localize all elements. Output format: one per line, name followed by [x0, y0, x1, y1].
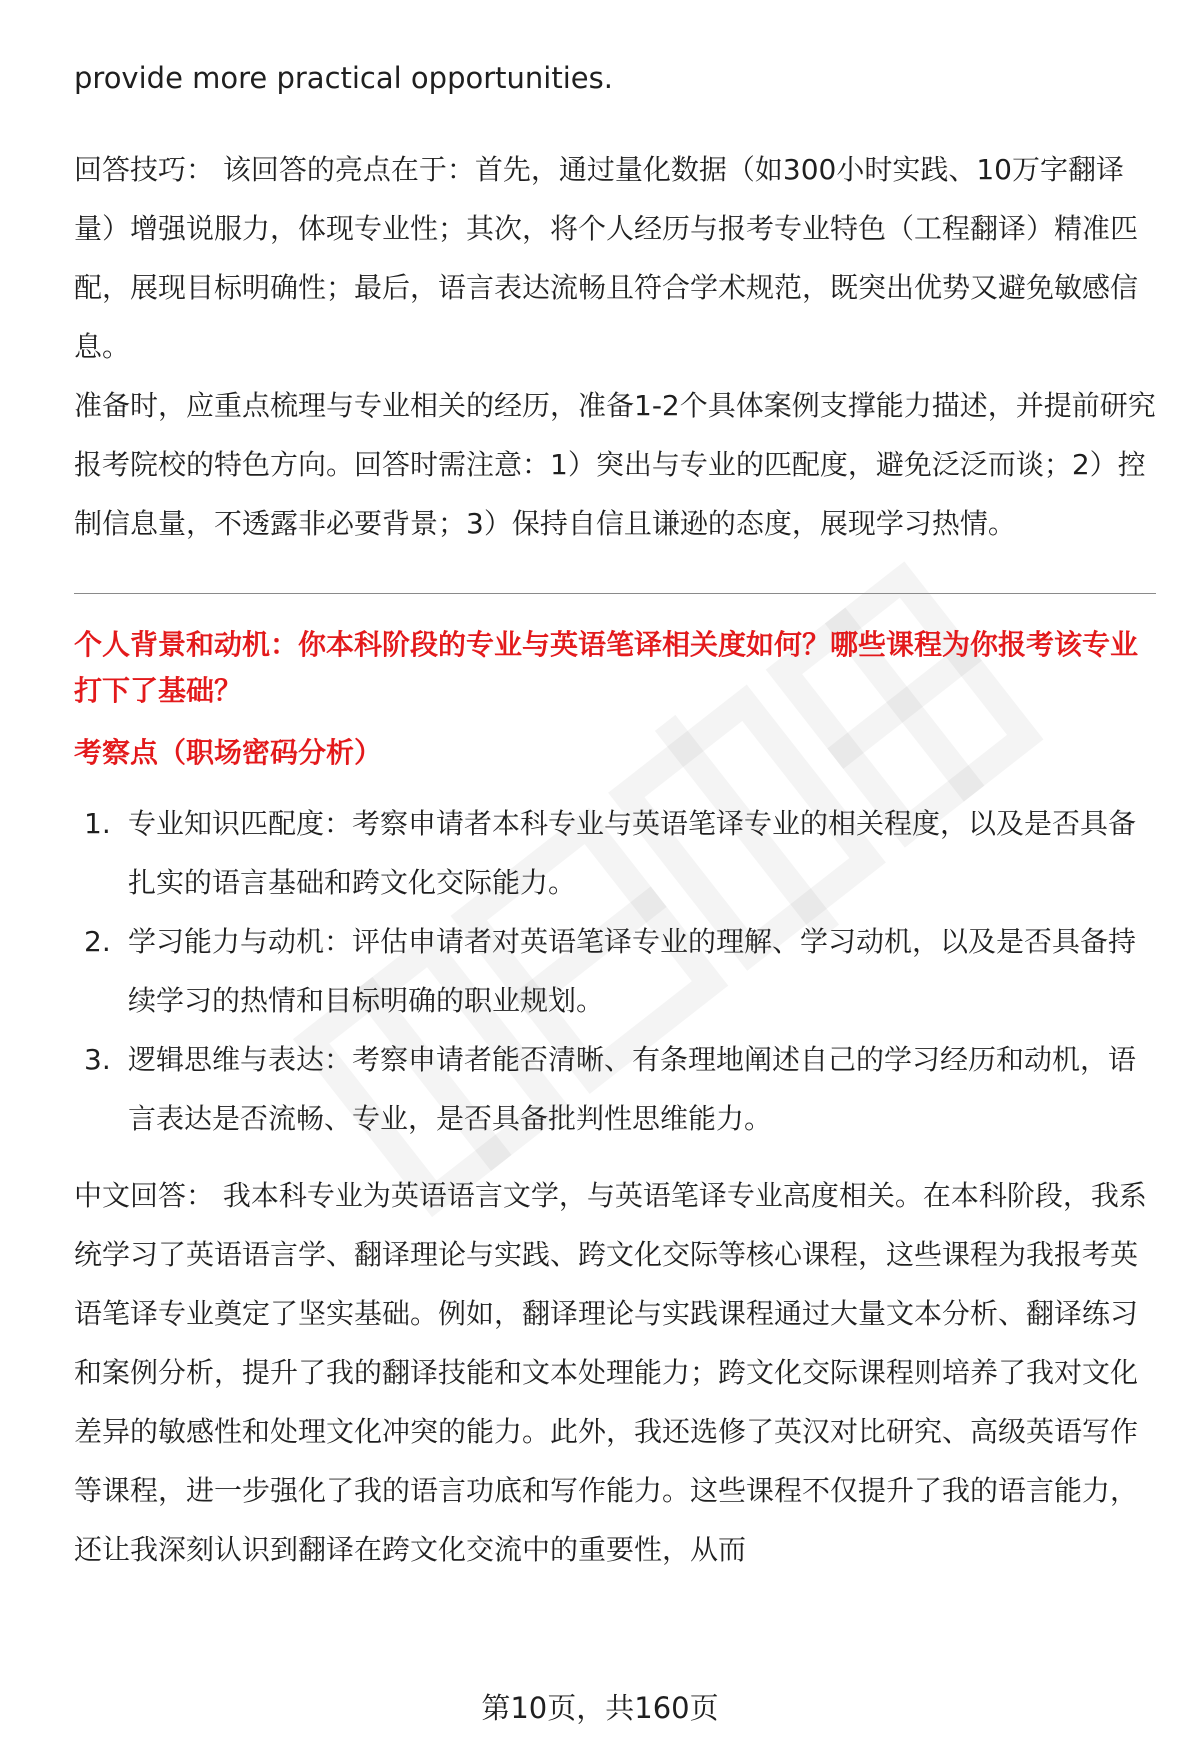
point-text: 专业知识匹配度：考察申请者本科专业与英语笔译专业的相关程度，以及是否具备扎实的语言基础和跨文化交际能力。 [128, 807, 1137, 899]
question-heading: 个人背景和动机：你本科阶段的专业与英语笔译相关度如何？哪些课程为你报考该专业打下了基础？ [74, 628, 1139, 707]
continued-english-line: provide more practical opportunities. [74, 61, 613, 95]
answer-tips-paragraph: 回答技巧： 该回答的亮点在于：首先，通过量化数据（如300小时实践、10万字翻译量）增强说服力，体现专业性；其次，将个人经历与报考专业特色（工程翻译）精准匹配，展现目标明确性；最后，语言表达流畅且符合学术规范，既突出优势又避免敏感信息。 [74, 153, 1139, 363]
point-text: 学习能力与动机：评估申请者对英语笔译专业的理解、学习动机，以及是否具备持续学习的热情和目标明确的职业规划。 [128, 925, 1137, 1017]
chinese-answer-paragraph: 中文回答： 我本科专业为英语语言文学，与英语笔译专业高度相关。在本科阶段，我系统学习了英语语言学、翻译理论与实践、跨文化交际等核心课程，这些课程为我报考英语笔译专业奠定了坚实基础。例如，翻译理论与实践课程通过大量文本分析、翻译练习和案例分析，提升了我的翻译技能和文本处理能力；跨文化交际课程则培养了我对文化差异的敏感性和处理文化冲突的能力。此外，我还选修了英汉对比研究、高级英语写作等课程，进一步强化了我的语言功底和写作能力。这些课程不仅提升了我的语言能力，还让我深刻认识到翻译在跨文化交流中的重要性，从而 [74, 1179, 1147, 1566]
assessment-heading: 考察点（职场密码分析） [74, 736, 383, 769]
point-number: 3. [84, 1043, 111, 1076]
point-number: 1. [84, 807, 111, 840]
assessment-point-2 [74, 912, 1156, 1030]
point-number: 2. [84, 925, 111, 958]
point-text: 逻辑思维与表达：考察申请者能否清晰、有条理地阐述自己的学习经历和动机，语言表达是否流畅、专业，是否具备批判性思维能力。 [128, 1043, 1137, 1135]
document-page [74, 58, 1156, 1579]
preparation-paragraph: 准备时，应重点梳理与专业相关的经历，准备1-2个具体案例支撑能力描述，并提前研究报考院校的特色方向。回答时需注意：1）突出与专业的匹配度，避免泛泛而谈；2）控制信息量，不透露非必要背景；3）保持自信且谦逊的态度，展现学习热情。 [74, 389, 1156, 540]
page-number-footer: 第10页，共160页 [481, 1691, 719, 1725]
section-divider [74, 593, 1156, 594]
assessment-points-list [74, 794, 1156, 1148]
assessment-point-3 [74, 1030, 1156, 1148]
assessment-point-1 [74, 794, 1156, 912]
